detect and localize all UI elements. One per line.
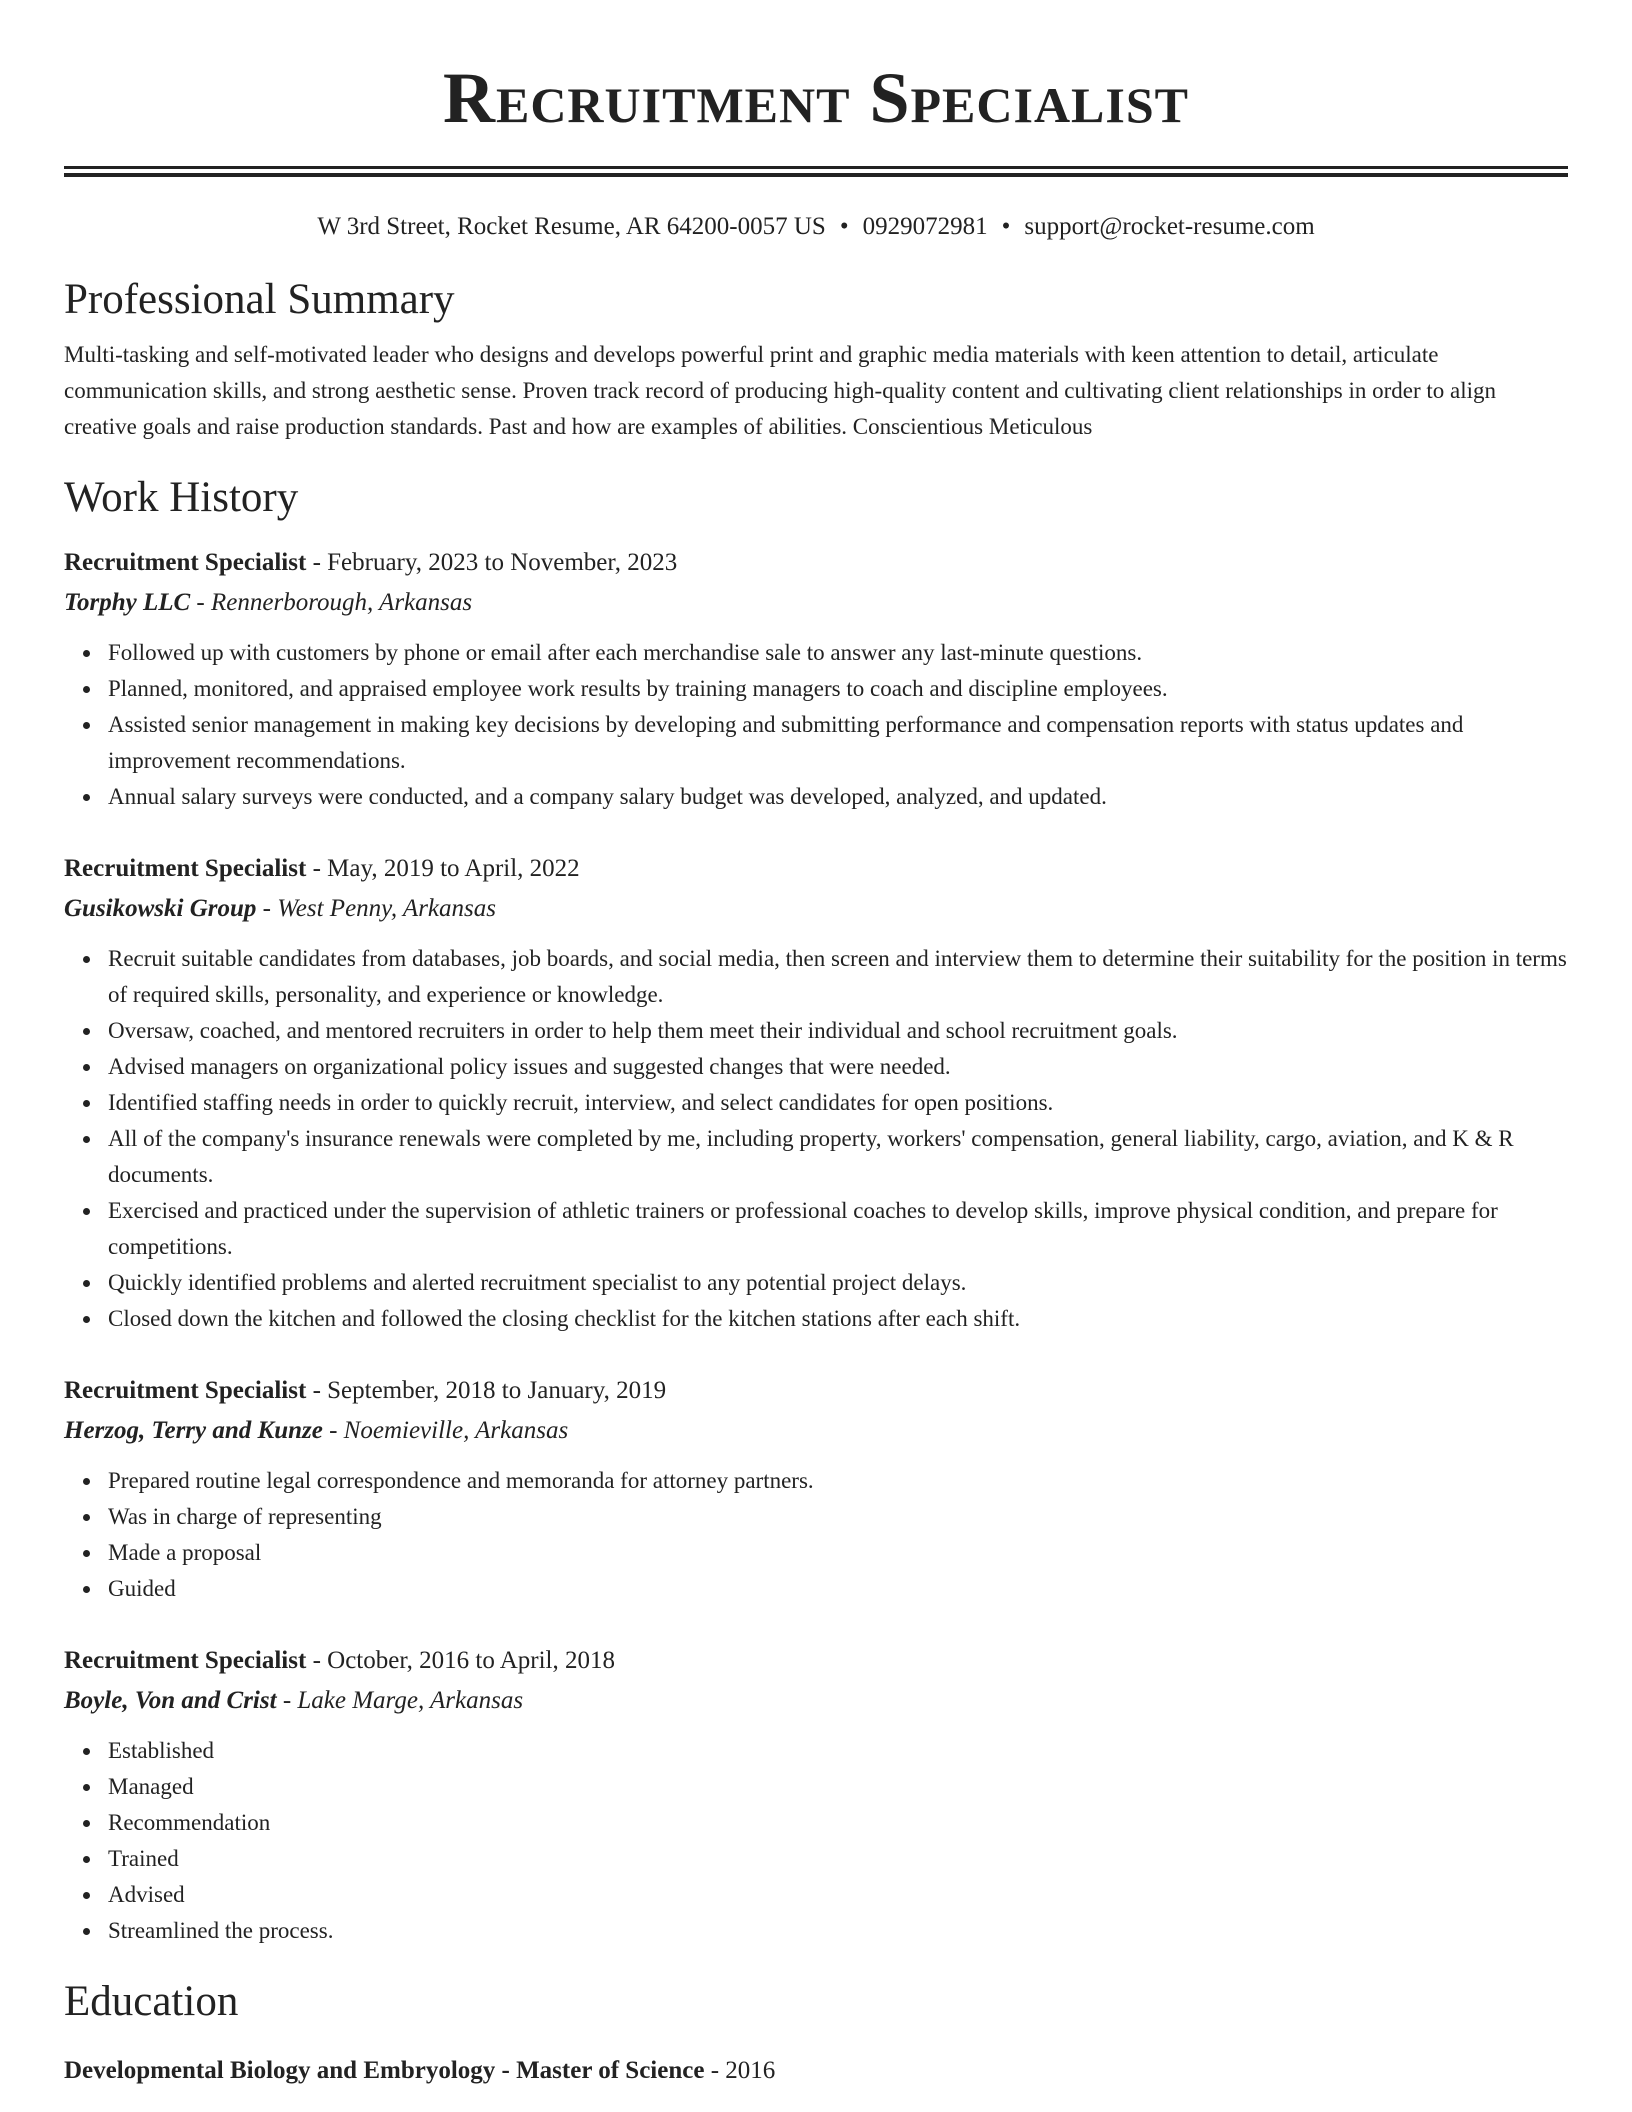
job-location: Rennerborough, Arkansas [211,589,473,616]
job-title: Recruitment Specialist [64,1647,307,1674]
job-bullet: Advised managers on organizational policy issues and suggested changes that were needed. [108,1049,1568,1085]
contact-email: support@rocket-resume.com [1024,213,1315,240]
job-bullet: Planned, monitored, and appraised employee work results by training managers to coach and discipline employees. [108,671,1568,707]
job-company: Gusikowski Group [64,895,257,922]
job-bullet-list [64,1733,1568,1949]
resume-title: Recruitment Specialist [442,58,1190,138]
job-bullet: Exercised and practiced under the supervision of athletic trainers or professional coaches to develop skills, improve physical condition, and prepare for competitions. [108,1193,1568,1265]
job-bullet: Established [108,1733,1568,1769]
contact-separator: • [839,213,849,240]
job-title: Recruitment Specialist [64,549,307,576]
contact-line [64,211,1568,243]
job-company: Boyle, Von and Crist [64,1687,277,1714]
job-bullet: Recommendation [108,1805,1568,1841]
dash-separator: - [276,1687,298,1714]
job-bullet: Quickly identified problems and alerted recruitment specialist to any potential project delays. [108,1265,1568,1301]
job-bullet: Managed [108,1769,1568,1805]
job-bullet: Prepared routine legal correspondence and memoranda for attorney partners. [108,1463,1568,1499]
job-entry [64,543,1568,815]
job-bullet: Assisted senior management in making key decisions by developing and submitting performance and compensation reports with status updates and improvement recommendations. [108,707,1568,779]
job-location: Noemieville, Arkansas [343,1417,569,1444]
work-history-list [64,543,1568,1949]
job-bullet: All of the company's insurance renewals were completed by me, including property, workers' compensation, general liability, cargo, aviation, and K & R documents. [108,1121,1568,1193]
job-title: Recruitment Specialist [64,1377,307,1404]
dash-separator: - [704,2057,726,2084]
dash-separator: - [306,855,328,882]
job-bullet: Was in charge of representing [108,1499,1568,1535]
job-dates: February, 2023 to November, 2023 [327,549,678,576]
job-location: Lake Marge, Arkansas [297,1687,524,1714]
job-bullet: Oversaw, coached, and mentored recruiters in order to help them meet their individual and school recruitment goals. [108,1013,1568,1049]
job-bullet: Followed up with customers by phone or email after each merchandise sale to answer any last-minute questions. [108,635,1568,671]
job-bullet-list [64,1463,1568,1607]
job-title: Recruitment Specialist [64,855,307,882]
dash-separator: - [256,895,278,922]
education-heading: Education [64,1978,239,2025]
job-bullet: Trained [108,1841,1568,1877]
job-title-line [64,543,1568,583]
job-bullet: Guided [108,1571,1568,1607]
job-company-line [64,583,1568,623]
job-title-line [64,849,1568,889]
job-bullet: Identified staffing needs in order to quickly recruit, interview, and select candidates for open positions. [108,1085,1568,1121]
job-company-line [64,1681,1568,1721]
education-entry [64,2051,1568,2091]
job-dates: September, 2018 to January, 2019 [327,1377,667,1404]
title-double-rule [64,166,1568,177]
contact-separator: • [1001,213,1011,240]
job-bullet: Recruit suitable candidates from databases, job boards, and social media, then screen and interview them to determine their suitability for the position in terms of required skills, personality, and experience or knowledge. [108,941,1568,1013]
work-history-heading: Work History [64,474,299,521]
job-dates: May, 2019 to April, 2022 [327,855,580,882]
education-year: 2016 [725,2057,776,2084]
contact-address: W 3rd Street, Rocket Resume, AR 64200-0057 US [317,213,826,240]
education-list [64,2051,1568,2091]
job-dates: October, 2016 to April, 2018 [327,1647,615,1674]
job-bullet: Advised [108,1877,1568,1913]
job-location: West Penny, Arkansas [277,895,496,922]
job-bullet-list [64,941,1568,1337]
job-company-line [64,1411,1568,1451]
job-bullet-list [64,635,1568,815]
dash-separator: - [322,1417,344,1444]
job-title-line [64,1371,1568,1411]
dash-separator: - [306,1647,328,1674]
summary-text: Multi-tasking and self-motivated leader who designs and develops powerful print and graphic media materials with keen attention to detail, articulate communication skills, and strong aesthetic sense. Proven track record of producing high-quality content and cultivating client relationships in order to align creative goals and raise production standards. Past and how are examples of abilities. Conscientious Meticulous [64,342,1497,439]
dash-separator: - [190,589,211,616]
job-company: Herzog, Terry and Kunze [64,1417,323,1444]
job-entry [64,1371,1568,1607]
job-bullet: Made a proposal [108,1535,1568,1571]
job-bullet: Streamlined the process. [108,1913,1568,1949]
job-entry [64,1641,1568,1949]
education-degree: Developmental Biology and Embryology - Master of Science [64,2057,705,2084]
dash-separator: - [306,549,328,576]
job-bullet: Closed down the kitchen and followed the closing checklist for the kitchen stations after each shift. [108,1301,1568,1337]
job-title-line [64,1641,1568,1681]
job-entry [64,849,1568,1337]
job-company-line [64,889,1568,929]
job-company: Torphy LLC [64,589,191,616]
job-bullet: Annual salary surveys were conducted, and a company salary budget was developed, analyzed, and updated. [108,779,1568,815]
dash-separator: - [306,1377,328,1404]
contact-phone: 0929072981 [862,213,988,240]
summary-heading: Professional Summary [64,276,455,323]
